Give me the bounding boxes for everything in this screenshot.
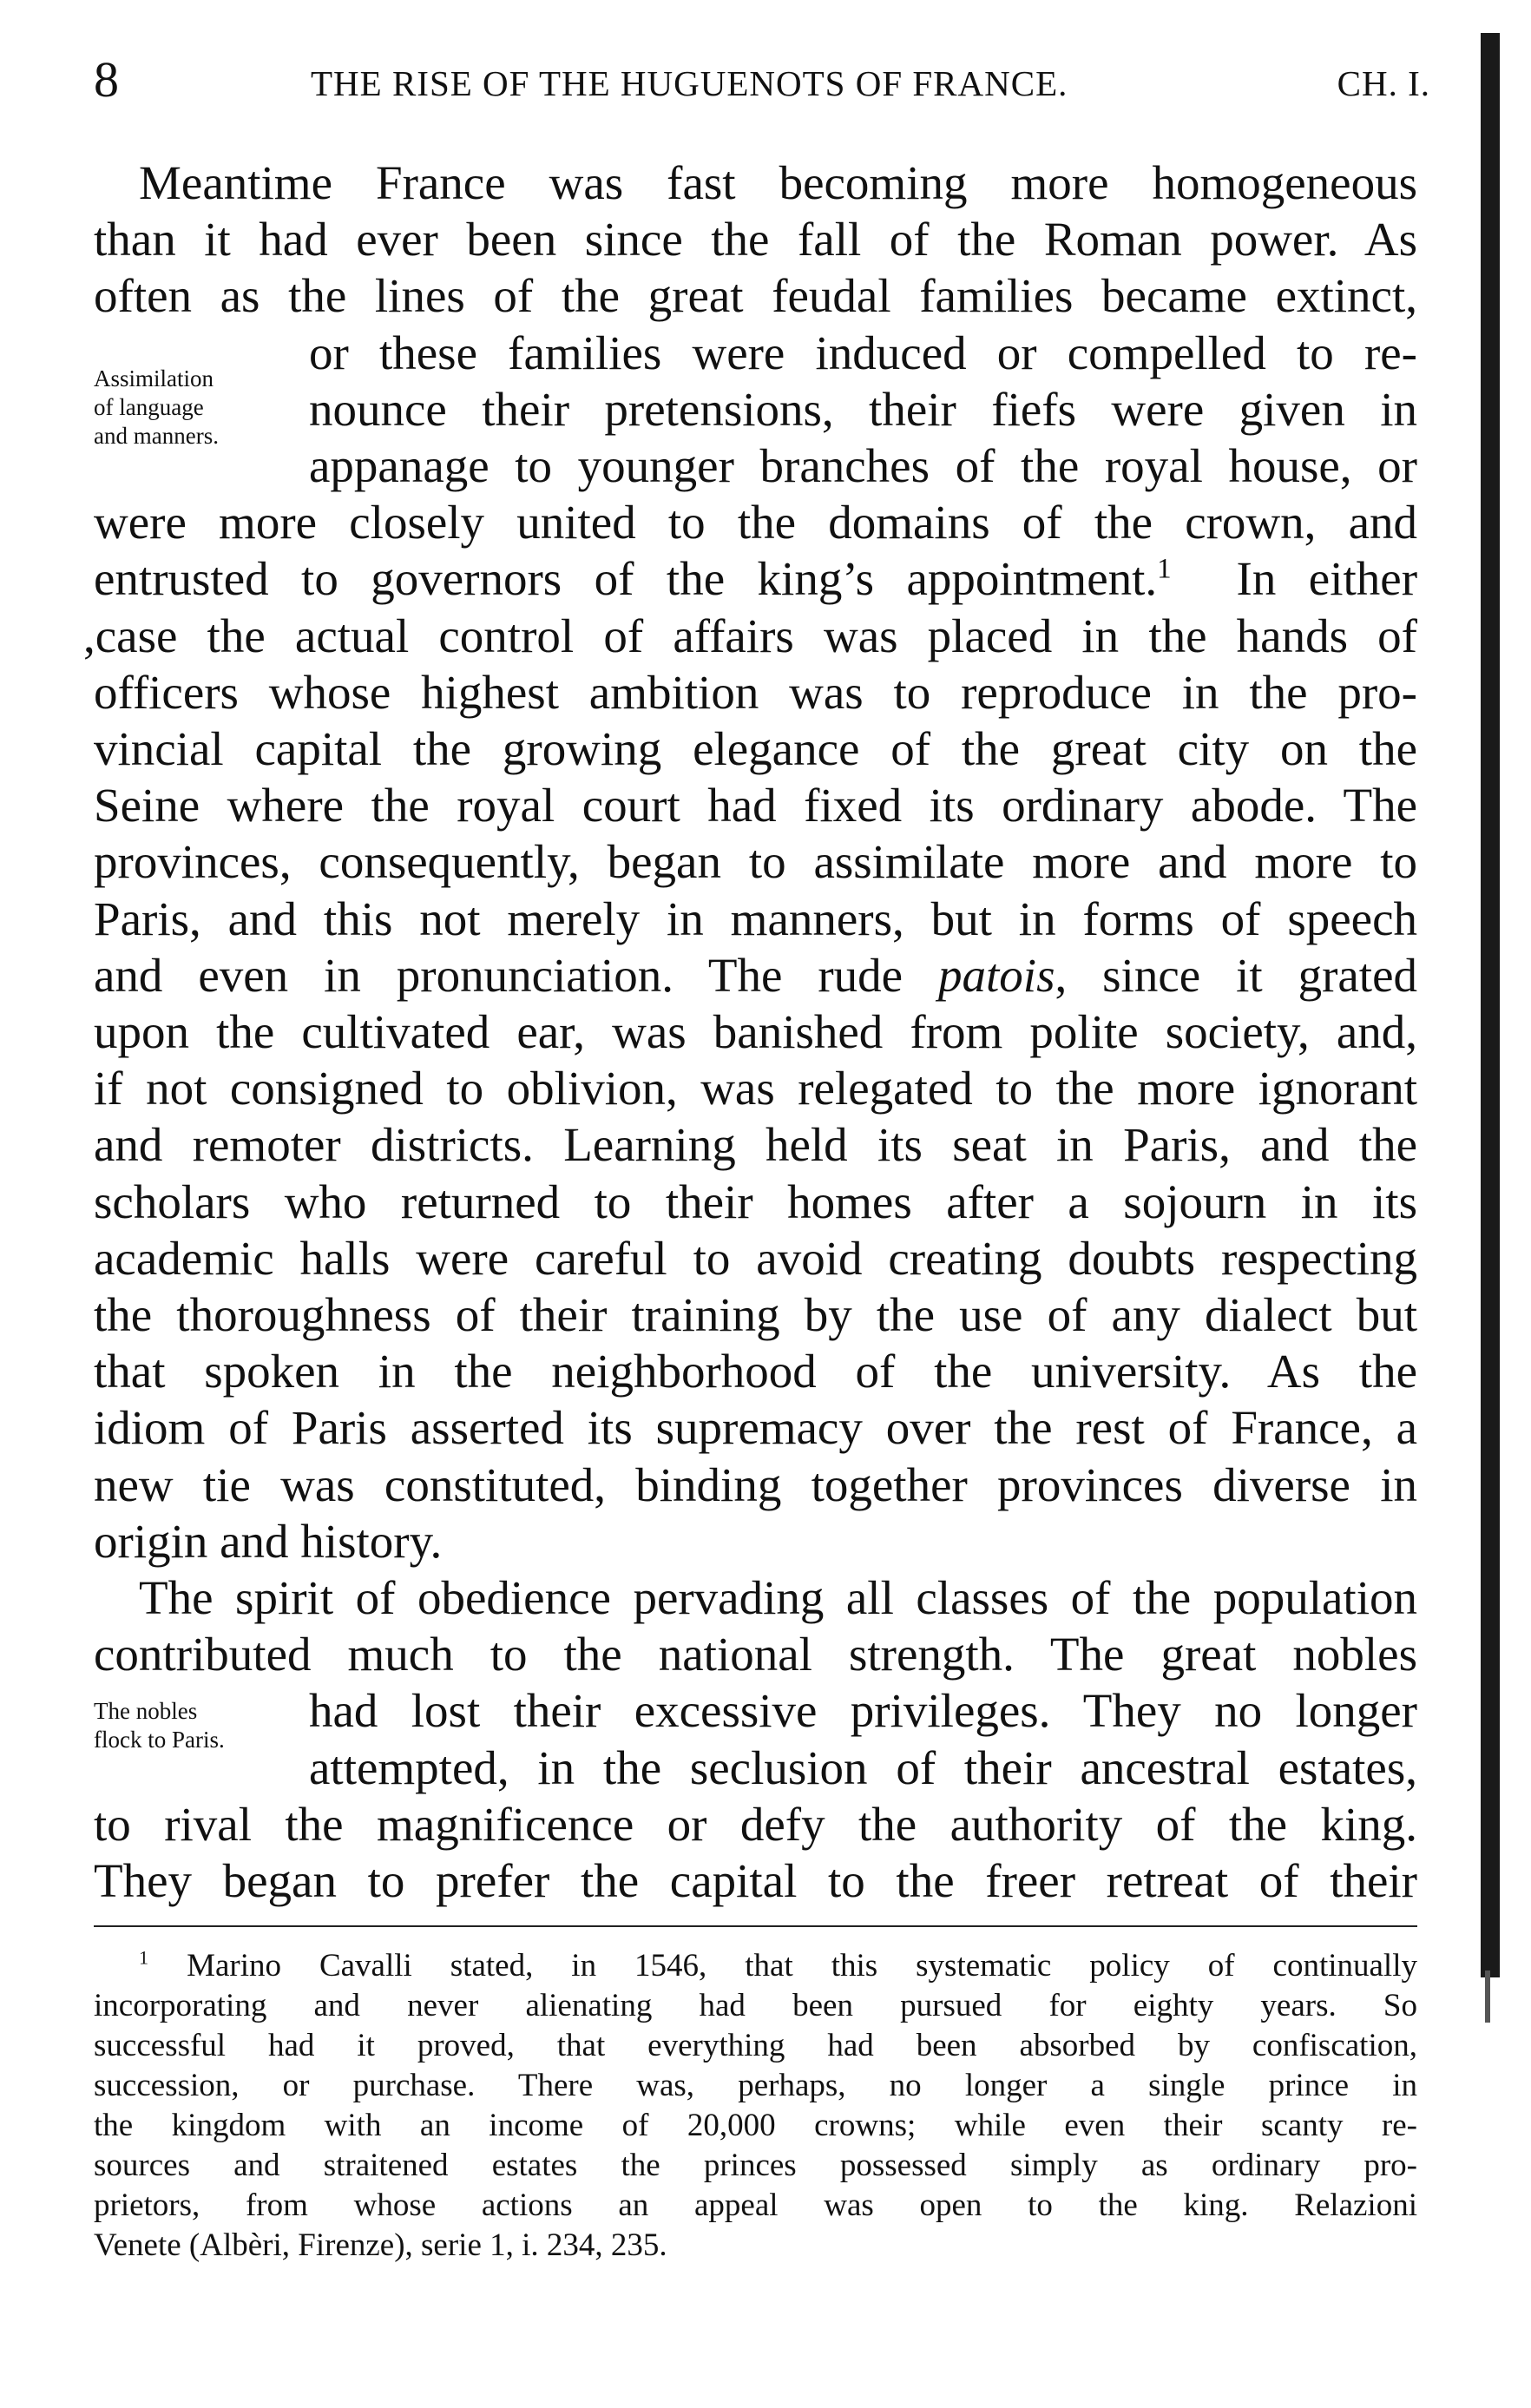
footnote-ref: 1	[1157, 554, 1172, 586]
text-line: They began to prefer the capital to the freer retreat of their	[94, 1854, 1417, 1908]
paragraph-1	[83, 155, 1418, 1569]
text-line	[94, 550, 1417, 607]
text-fragment: and even in pronunciation. The rude	[94, 948, 903, 1002]
text-line: and remoter districts. Learning held its seat in Paris, and the	[94, 1118, 1417, 1172]
text-line: than it had ever been since the fall of the Roman power. As	[94, 213, 1417, 266]
text-line: contributed much to the national strength. The great nobles	[94, 1628, 1417, 1681]
paragraph-2	[94, 1569, 1417, 1909]
footnote-line: prietors, from whose actions an appeal was open to the king. Relazioni	[94, 2188, 1417, 2223]
text-fragment: entrusted to governors of the king’s appointment.	[94, 552, 1158, 606]
chapter-label: CH. I.	[1337, 63, 1430, 103]
text-line: often as the lines of the great feudal families became extinct,	[94, 269, 1417, 323]
text-line: academic halls were careful to avoid creating doubts respecting	[94, 1231, 1417, 1285]
sidenote-line: and manners.	[94, 423, 219, 449]
footnote-line: Venete (Albèri, Firenze), serie 1, i. 234, 235.	[94, 2227, 667, 2263]
text-fragment: Marino Cavalli stated, in 1546, that this systematic policy of continually	[187, 1948, 1417, 1984]
text-line: vincial capital the growing elegance of the great city on the	[94, 722, 1417, 776]
page-edge-shadow	[1481, 33, 1500, 1977]
text-line: scholars who returned to their homes after a sojourn in its	[94, 1174, 1417, 1228]
text-line: attempted, in the seclusion of their ancestral estates,	[309, 1740, 1417, 1794]
text-line: new tie was constituted, binding together provinces diverse in	[94, 1457, 1417, 1511]
text-fragment: In either	[1236, 552, 1418, 606]
text-line: to rival the magnificence or defy the authority of the king.	[94, 1797, 1417, 1851]
page-number: 8	[94, 51, 119, 108]
text-line: or these families were induced or compelled to re-	[309, 326, 1417, 379]
italic-word: patois	[938, 948, 1055, 1002]
text-line: The spirit of obedience pervading all classes of the population	[139, 1571, 1417, 1625]
footnote-marker: 1	[139, 1946, 149, 1969]
text-line: Paris, and this not merely in manners, but in forms of speech	[94, 891, 1417, 945]
text-fragment: , since it grated	[1055, 948, 1417, 1002]
text-line: that spoken in the neighborhood of the university. As the	[94, 1345, 1417, 1398]
text-line: Seine where the royal court had fixed its ordinary abode. The	[94, 779, 1417, 832]
footnote-line	[94, 1946, 1417, 1986]
sidenote-line: The nobles	[94, 1698, 198, 1724]
footnote-line: sources and straitened estates the princes possessed simply as ordinary pro-	[94, 2148, 1417, 2183]
footnote-line: successful had it proved, that everything had been absorbed by confiscation,	[94, 2028, 1417, 2063]
text-line	[94, 947, 1417, 1003]
page-edge-shadow-lower	[1485, 1970, 1490, 2023]
footnote-line: succession, or purchase. There was, perhaps, no longer a single prince in	[94, 2068, 1417, 2103]
running-header	[94, 50, 1430, 106]
text-line: idiom of Paris asserted its supremacy over the rest of France, a	[94, 1401, 1417, 1455]
main-text	[83, 155, 1418, 1909]
text-line: nounce their pretensions, their fiefs were given in	[309, 382, 1417, 436]
text-line: appanage to younger branches of the royal house, or	[309, 439, 1417, 493]
text-line: ,case the actual control of affairs was placed in the hands of	[83, 609, 1417, 662]
text-line: officers whose highest ambition was to reproduce in the pro-	[94, 665, 1417, 719]
text-line: Meantime France was fast becoming more homogeneous	[139, 156, 1417, 209]
text-line: origin and history.	[94, 1514, 443, 1568]
text-line: if not consigned to oblivion, was relegated to the more ignorant	[94, 1062, 1417, 1115]
text-line: upon the cultivated ear, was banished from polite society, and,	[94, 1005, 1417, 1059]
footnote-divider	[94, 1925, 1417, 1927]
running-title: THE RISE OF THE HUGUENOTS OF FRANCE.	[311, 63, 1068, 103]
text-line: had lost their excessive privileges. They no longer	[309, 1684, 1417, 1738]
footnote-line: incorporating and never alienating had been pursued for eighty years. So	[94, 1988, 1417, 2023]
text-line: the thoroughness of their training by the use of any dialect but	[94, 1288, 1417, 1342]
sidenote-line: flock to Paris.	[94, 1727, 225, 1753]
footnote-line: the kingdom with an income of 20,000 crowns; while even their scanty re-	[94, 2108, 1417, 2143]
sidenote-line: of language	[94, 394, 204, 420]
sidenote-line: Assimilation	[94, 365, 214, 391]
text-line: provinces, consequently, began to assimilate more and more to	[94, 835, 1417, 889]
footnote	[94, 1946, 1417, 2266]
text-line: were more closely united to the domains of the crown, and	[94, 496, 1417, 549]
